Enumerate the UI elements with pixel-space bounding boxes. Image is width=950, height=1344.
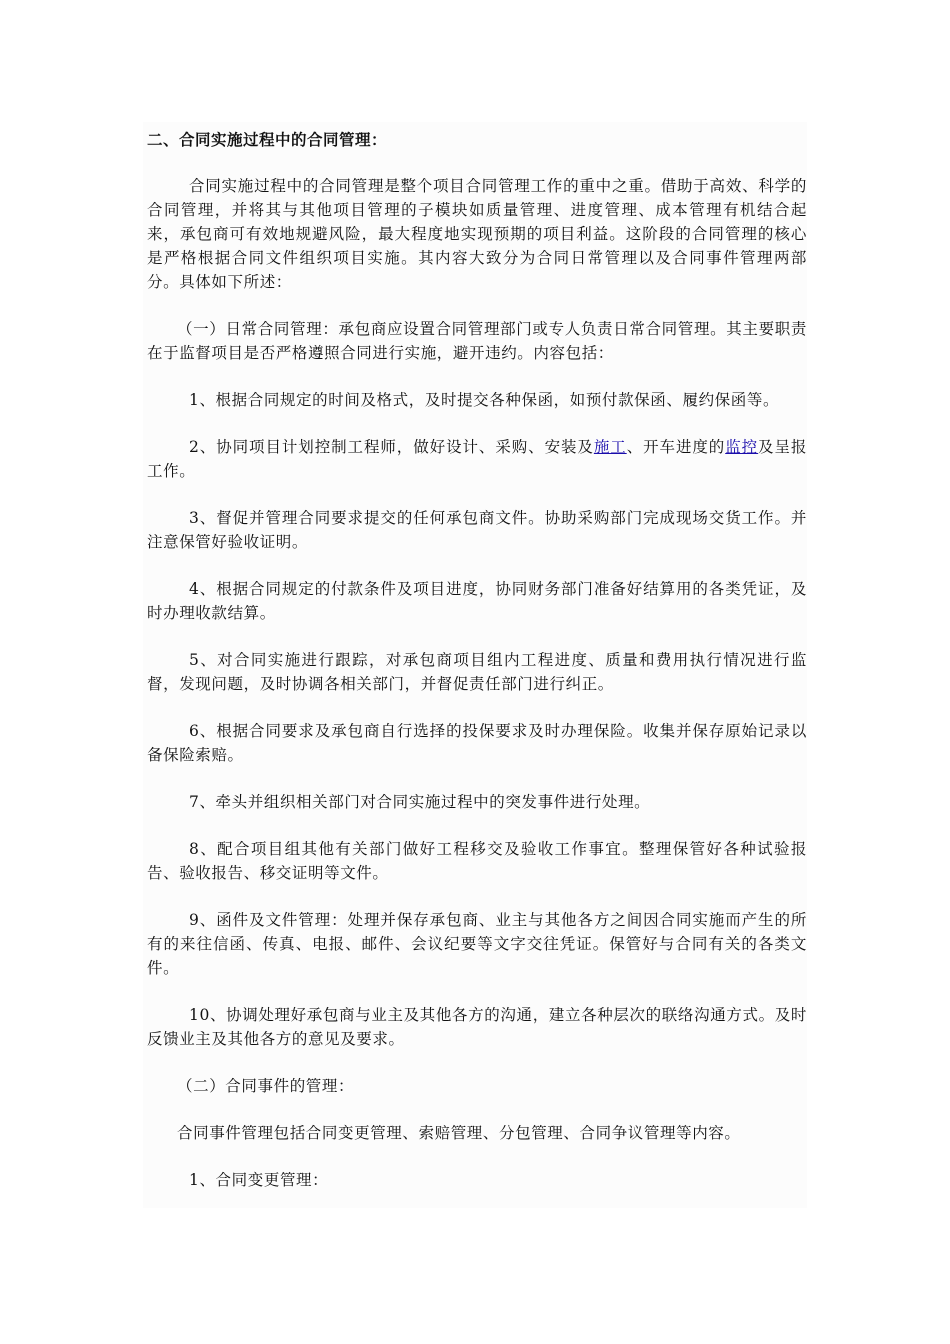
item-10: 10、协调处理好承包商与业主及其他各方的沟通，建立各种层次的联络沟通方式。及时反馈业主及其他各方的意见及要求。 [147,1006,807,1048]
link-jiankong[interactable]: 监控 [725,438,759,456]
item-2-text-b: 、开车进度的 [626,438,726,456]
item-3: 3、督促并管理合同要求提交的任何承包商文件。协助采购部门完成现场交货工作。并注意保管好验收证明。 [147,509,807,551]
item-9: 9、函件及文件管理：处理并保存承包商、业主与其他各方之间因合同实施而产生的所有的来往信函、传真、电报、邮件、会议纪要等文字交往凭证。保管好与合同有关的各类文件。 [147,911,807,977]
section-heading: 二、合同实施过程中的合同管理： [147,130,388,149]
item-2-text-c: 及呈报工作。 [147,438,807,480]
item-5: 5、对合同实施进行跟踪，对承包商项目组内工程进度、质量和费用执行情况进行监督，发现问题，及时协调各相关部门，并督促责任部门进行纠正。 [147,651,807,693]
subsection-1-heading: 1、合同变更管理： [189,1171,329,1189]
section1-paragraph: （一）日常合同管理：承包商应设置合同管理部门或专人负责日常合同管理。其主要职责在于监督项目是否严格遵照合同进行实施，避开违约。内容包括： [147,320,807,362]
item-2 [147,435,807,483]
section2-intro: 合同事件管理包括合同变更管理、索赔管理、分包管理、合同争议管理等内容。 [177,1124,741,1142]
intro-paragraph: 合同实施过程中的合同管理是整个项目合同管理工作的重中之重。借助于高效、科学的合同管理，并将其与其他项目管理的子模块如质量管理、进度管理、成本管理有机结合起来，承包商可有效地规避风险，最大程度地实现预期的项目利益。这阶段的合同管理的核心是严格根据合同文件组织项目实施。其内容大致分为合同日常管理以及合同事件管理两部分。具体如下所述： [147,177,807,291]
item-8: 8、配合项目组其他有关部门做好工程移交及验收工作事宜。整理保管好各种试验报告、验收报告、移交证明等文件。 [147,840,807,882]
item-6: 6、根据合同要求及承包商自行选择的投保要求及时办理保险。收集并保存原始记录以备保险索赔。 [147,722,807,764]
link-shigong[interactable]: 施工 [593,438,627,456]
document-content [143,122,807,1208]
section2-heading: （二）合同事件的管理： [177,1077,355,1095]
item-1: 1、根据合同规定的时间及格式，及时提交各种保函，如预付款保函、履约保函等。 [189,391,780,409]
item-4: 4、根据合同规定的付款条件及项目进度，协同财务部门准备好结算用的各类凭证，及时办理收款结算。 [147,580,807,622]
item-7: 7、牵头并组织相关部门对合同实施过程中的突发事件进行处理。 [189,793,651,811]
item-2-text-a: 2、协同项目计划控制工程师，做好设计、采购、安装及 [189,438,594,456]
